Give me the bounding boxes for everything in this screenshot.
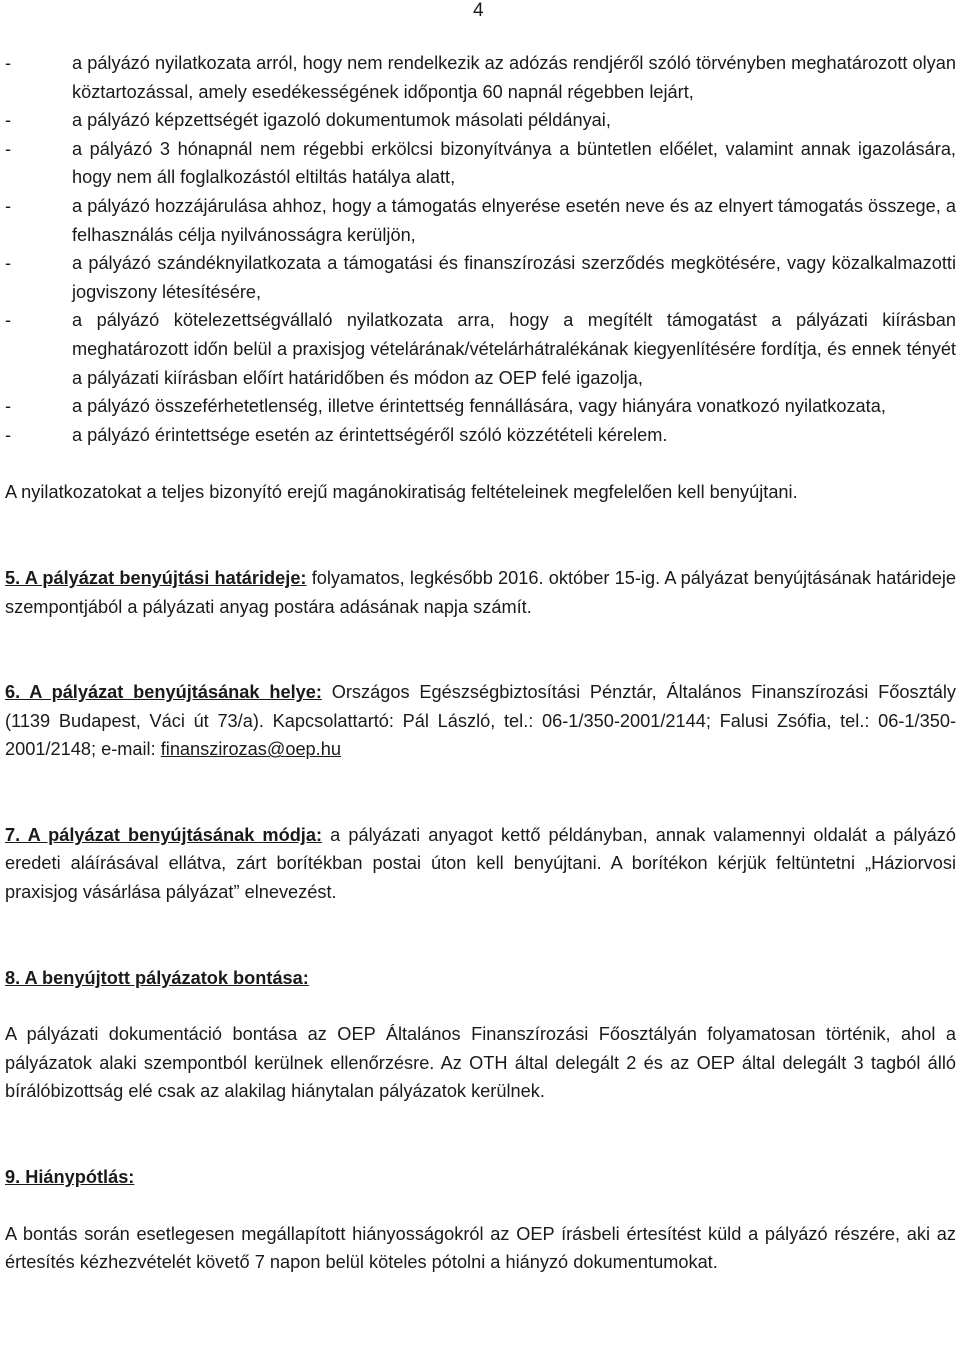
- list-dash: -: [5, 138, 12, 159]
- list-item: [5, 421, 956, 450]
- section-8-text: A pályázati dokumentáció bontása az OEP Általános Finanszírozási Főosztályán folyamatosan történik, ahol a pályázatok alaki szempontból kerülnek ellenőrzésre. Az OTH által delegált 2 és az OEP által delegált 3 tagból álló bírálóbizottság elé csak az alakilag hiánytalan pályázatok kerülnek.: [5, 1024, 956, 1102]
- page-number: 4: [473, 0, 484, 21]
- list-dash: -: [5, 310, 12, 331]
- section-6-heading: 6. A pályázat benyújtásának helye:: [5, 682, 322, 703]
- section-8-heading-line: [5, 964, 956, 993]
- list-item-text: a pályázó érintettsége esetén az érintettségéről szóló közzétételi kérelem.: [72, 424, 668, 445]
- declarations-note: A nyilatkozatokat a teljes bizonyító erejű magánokiratiság feltételeinek megfelelően kell benyújtani.: [5, 482, 798, 503]
- section-7-heading: 7. A pályázat benyújtásának módja:: [5, 824, 323, 845]
- list-item: [5, 106, 956, 135]
- list-dash: -: [5, 396, 12, 417]
- list-item-text: a pályázó képzettségét igazoló dokumentumok másolati példányai,: [72, 110, 611, 131]
- list-dash: -: [5, 424, 12, 445]
- section-8-heading: 8. A benyújtott pályázatok bontása:: [5, 967, 309, 988]
- list-item-text: a pályázó összeférhetetlenség, illetve érintettség fennállására, vagy hiányára vonatkozó nyilatkozata,: [72, 396, 886, 417]
- list-item: [5, 192, 956, 249]
- email-link[interactable]: finanszirozas@oep.hu: [160, 739, 341, 760]
- list-item-text: a pályázó kötelezettségvállaló nyilatkozata arra, hogy a megítélt támogatást a pályázati kiírásban meghatározott időn belül a praxisjog vételárának/vételárhátralékának kiegyenlítésére fordítja, és ennek tényét a pályázati kiírásban előírt határidőben és módon az OEP felé igazolja,: [72, 310, 956, 388]
- list-item-text: a pályázó 3 hónapnál nem régebbi erkölcsi bizonyítványa a büntetlen előélet, valamint annak igazolására, hogy nem áll foglalkozástól eltiltás hatálya alatt,: [72, 138, 956, 188]
- document-body: [5, 49, 956, 1277]
- section-5: [5, 564, 956, 621]
- list-item: [5, 49, 956, 106]
- list-item-text: a pályázó hozzájárulása ahhoz, hogy a támogatás elnyerése esetén neve és az elnyert támogatás összege, a felhasználás célja nyilvánosságra kerüljön,: [72, 195, 956, 245]
- section-6-text: Országos Egészségbiztosítási Pénztár, Általános Finanszírozási Főosztály (1139 Budapest, Váci út 73/a). Kapcsolattartó: Pál László, tel.: 06-1/350-2001/2144; Falusi Zsófia, tel.: 06-1/350-2001/2148; e-mail:: [5, 682, 956, 760]
- section-9-text: A bontás során esetlegesen megállapított hiányosságokról az OEP írásbeli értesítést küld a pályázó részére, aki az értesítés kézhezvételét követő 7 napon belül köteles pótolni a hiányzó dokumentumokat.: [5, 1223, 956, 1273]
- list-item: [5, 306, 956, 392]
- list-item: [5, 249, 956, 306]
- section-9-heading-line: [5, 1163, 956, 1192]
- list-item: [5, 135, 956, 192]
- section-7: [5, 821, 956, 907]
- section-7-text: a pályázati anyagot kettő példányban, annak valamennyi oldalát a pályázó eredeti aláírásával ellátva, zárt borítékban postai úton kell benyújtani. A borítékon kérjük feltüntetni „Háziorvosi praxisjog vásárlása pályázat” elnevezést.: [5, 824, 957, 903]
- list-dash: -: [5, 110, 12, 131]
- list-dash: -: [5, 253, 12, 274]
- list-dash: -: [5, 195, 12, 216]
- list-item: [5, 392, 956, 421]
- required-documents-list: [5, 49, 956, 449]
- section-5-heading: 5. A pályázat benyújtási határideje:: [5, 567, 307, 588]
- section-6: [5, 678, 956, 764]
- section-9-heading: 9. Hiánypótlás:: [5, 1167, 135, 1188]
- list-item-text: a pályázó nyilatkozata arról, hogy nem rendelkezik az adózás rendjéről szóló törvényben meghatározott olyan köztartozással, amely esedékességének időpontja 60 napnál régebben lejárt,: [72, 53, 956, 102]
- list-item-text: a pályázó szándéknyilatkozata a támogatási és finanszírozási szerződés megkötésére, vagy közalkalmazotti jogviszony létesítésére,: [72, 253, 956, 302]
- section-5-text: folyamatos, legkésőbb 2016. október 15-ig. A pályázat benyújtásának határideje szempontjából a pályázati anyag postára adásának napja számít.: [5, 567, 957, 617]
- list-dash: -: [5, 53, 12, 73]
